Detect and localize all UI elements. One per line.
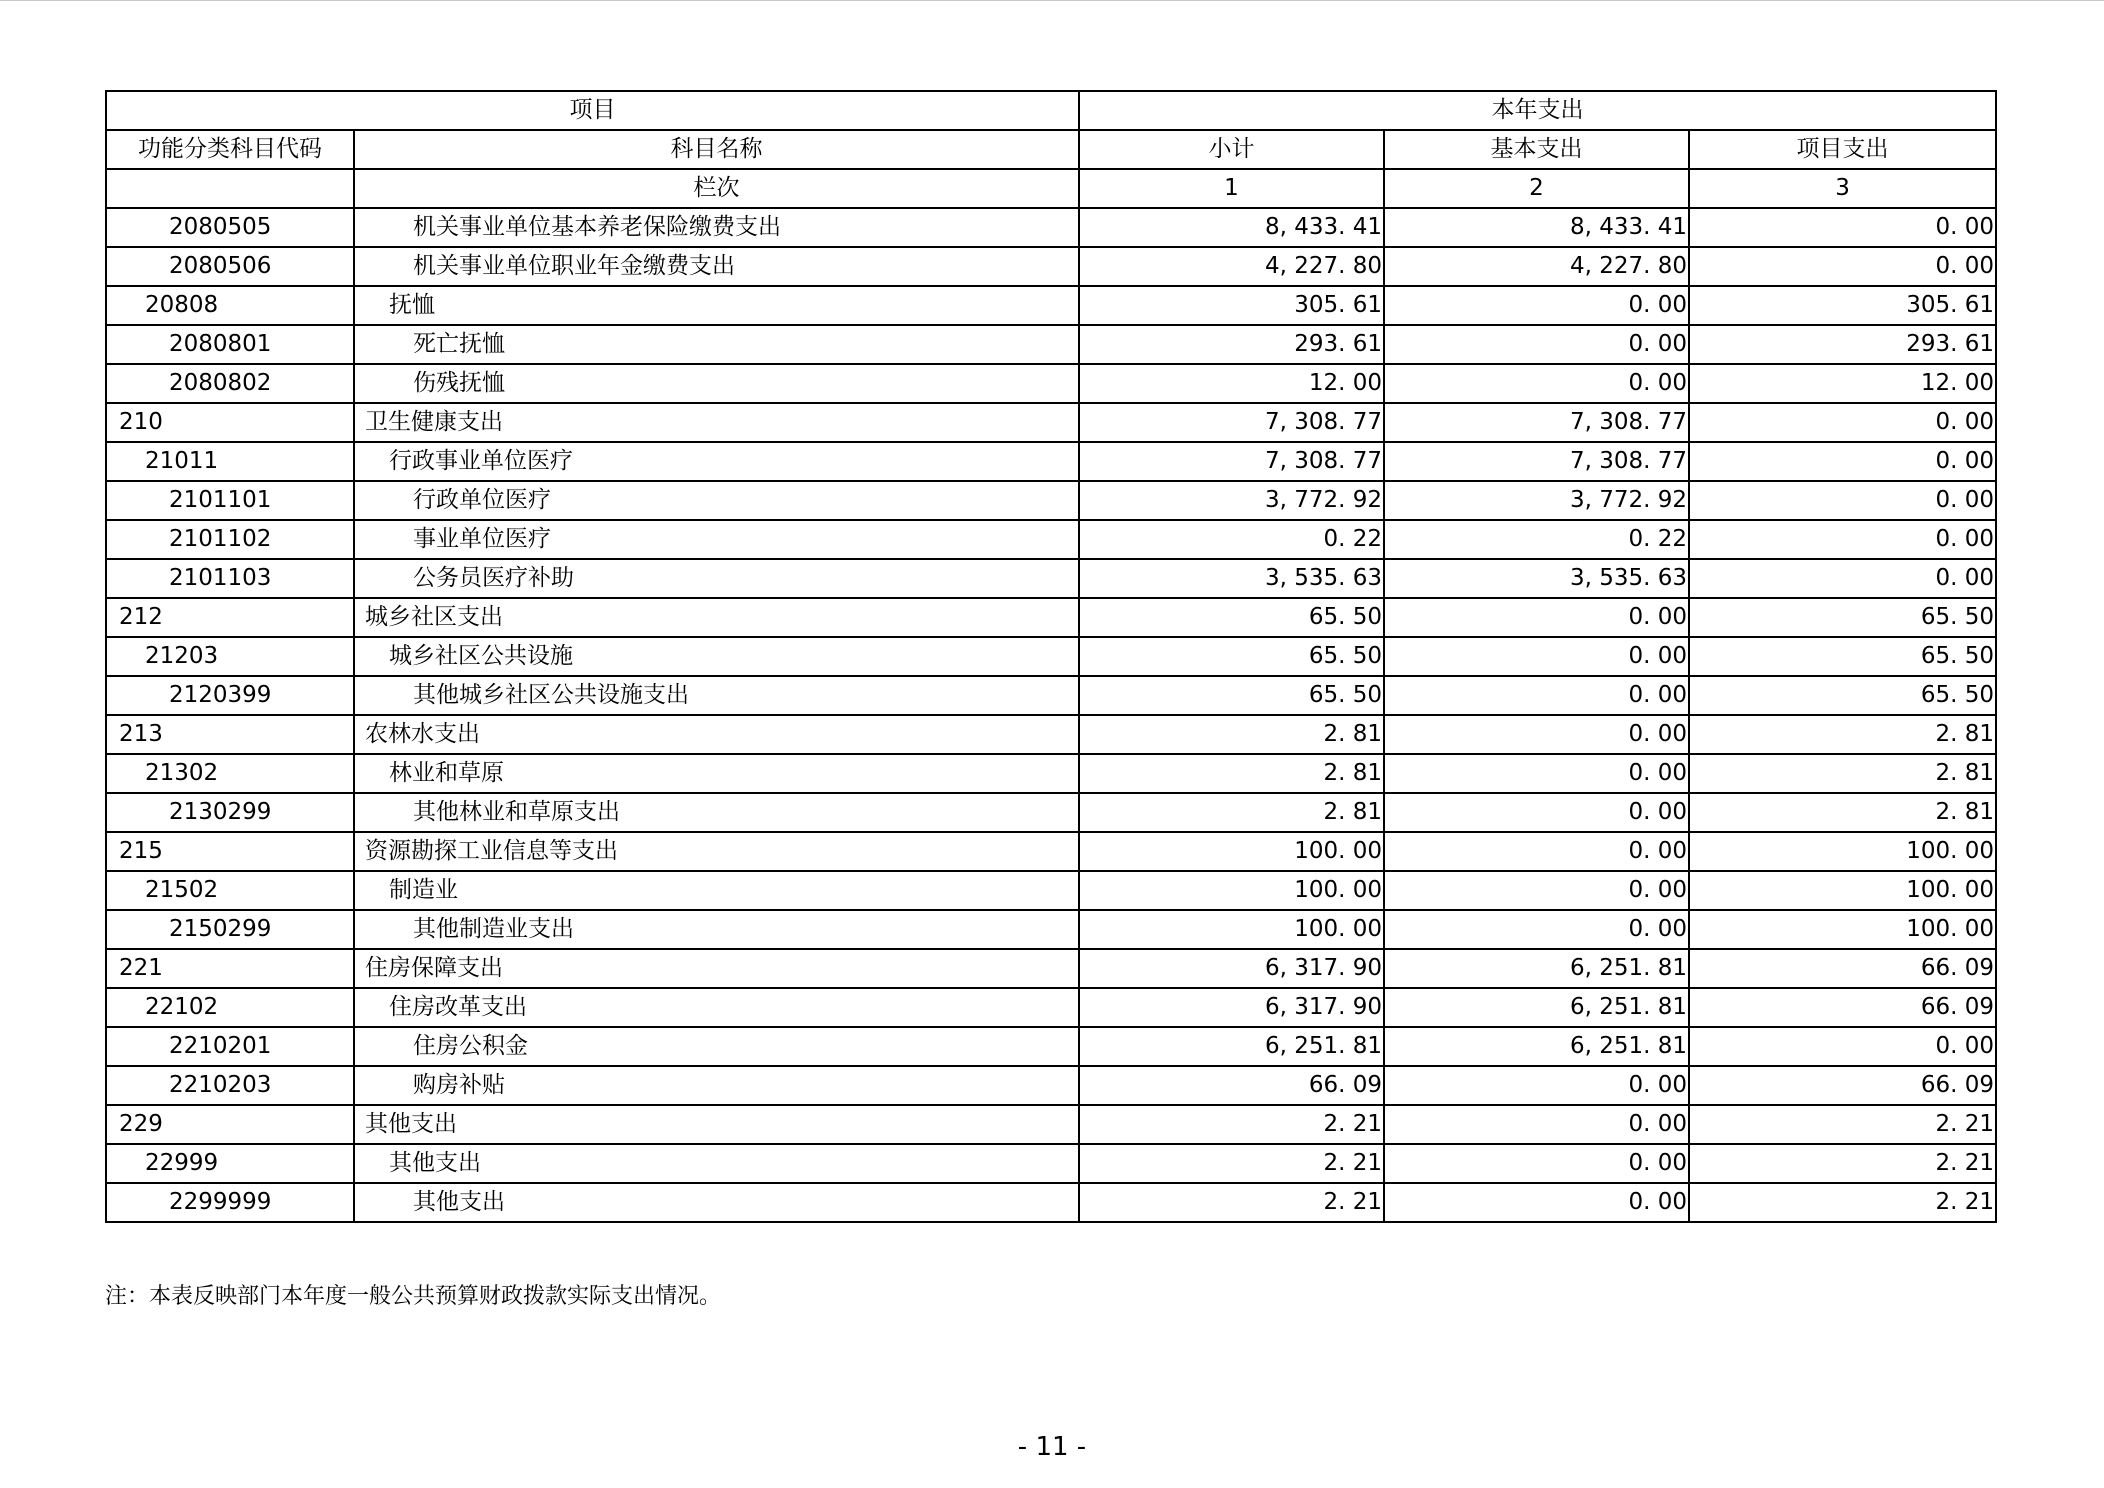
table-row: [106, 403, 1996, 442]
row-subtotal: 65. 50: [1079, 598, 1384, 637]
row-subtotal: 305. 61: [1079, 286, 1384, 325]
row-basic: 0. 22: [1384, 520, 1689, 559]
table-row: [106, 793, 1996, 832]
row-basic: 3, 535. 63: [1384, 559, 1689, 598]
table-row: [106, 676, 1996, 715]
table-row: [106, 481, 1996, 520]
row-basic: 0. 00: [1384, 910, 1689, 949]
row-code: 2210201: [106, 1027, 354, 1066]
table-row: [106, 520, 1996, 559]
row-subtotal: 7, 308. 77: [1079, 403, 1384, 442]
row-name: 其他制造业支出: [354, 910, 1079, 949]
row-name: 住房公积金: [354, 1027, 1079, 1066]
row-subtotal: 6, 317. 90: [1079, 988, 1384, 1027]
row-project: 2. 21: [1689, 1105, 1996, 1144]
row-code: 2101102: [106, 520, 354, 559]
row-project: 66. 09: [1689, 1066, 1996, 1105]
row-basic: 8, 433. 41: [1384, 208, 1689, 247]
row-subtotal: 12. 00: [1079, 364, 1384, 403]
row-basic: 0. 00: [1384, 364, 1689, 403]
row-project: 305. 61: [1689, 286, 1996, 325]
row-name: 农林水支出: [354, 715, 1079, 754]
table-row: [106, 208, 1996, 247]
row-code: 2101103: [106, 559, 354, 598]
header-item: 项目: [106, 91, 1079, 130]
row-basic: 6, 251. 81: [1384, 949, 1689, 988]
row-name: 资源勘探工业信息等支出: [354, 832, 1079, 871]
row-subtotal: 2. 21: [1079, 1183, 1384, 1222]
page-number: - 11 -: [1017, 1432, 1087, 1462]
header-row-1: [106, 91, 1996, 130]
row-subtotal: 2. 81: [1079, 715, 1384, 754]
table-row: [106, 364, 1996, 403]
table-row: [106, 1027, 1996, 1066]
row-project: 66. 09: [1689, 988, 1996, 1027]
row-project: 65. 50: [1689, 637, 1996, 676]
row-code: 20808: [106, 286, 354, 325]
table-row: [106, 832, 1996, 871]
row-basic: 0. 00: [1384, 1066, 1689, 1105]
row-project: 2. 81: [1689, 793, 1996, 832]
table-row: [106, 871, 1996, 910]
row-project: 12. 00: [1689, 364, 1996, 403]
row-basic: 0. 00: [1384, 1105, 1689, 1144]
row-subtotal: 2. 81: [1079, 754, 1384, 793]
table-row: [106, 910, 1996, 949]
row-basic: 6, 251. 81: [1384, 988, 1689, 1027]
row-name: 其他支出: [354, 1183, 1079, 1222]
row-basic: 7, 308. 77: [1384, 442, 1689, 481]
table-note: 注：本表反映部门本年度一般公共预算财政拨款实际支出情况。: [105, 1284, 722, 1309]
row-subtotal: 8, 433. 41: [1079, 208, 1384, 247]
header-code: 功能分类科目代码: [106, 130, 354, 169]
row-project: 2. 21: [1689, 1183, 1996, 1222]
table-row: [106, 754, 1996, 793]
row-subtotal: 0. 22: [1079, 520, 1384, 559]
table-row: [106, 598, 1996, 637]
row-name: 其他城乡社区公共设施支出: [354, 676, 1079, 715]
table-row: [106, 1105, 1996, 1144]
header-blank-cell: [106, 169, 354, 208]
row-subtotal: 293. 61: [1079, 325, 1384, 364]
row-code: 2080505: [106, 208, 354, 247]
row-project: 0. 00: [1689, 559, 1996, 598]
row-code: 2080801: [106, 325, 354, 364]
row-subtotal: 3, 535. 63: [1079, 559, 1384, 598]
row-code: 2080802: [106, 364, 354, 403]
row-basic: 4, 227. 80: [1384, 247, 1689, 286]
row-name: 制造业: [354, 871, 1079, 910]
row-project: 0. 00: [1689, 520, 1996, 559]
row-code: 2080506: [106, 247, 354, 286]
row-basic: 0. 00: [1384, 286, 1689, 325]
row-name: 其他支出: [354, 1144, 1079, 1183]
row-name: 行政事业单位医疗: [354, 442, 1079, 481]
row-name: 抚恤: [354, 286, 1079, 325]
row-basic: 0. 00: [1384, 598, 1689, 637]
row-project: 0. 00: [1689, 1027, 1996, 1066]
row-name: 卫生健康支出: [354, 403, 1079, 442]
header-basic: 基本支出: [1384, 130, 1689, 169]
expense-table: [105, 90, 1997, 1223]
row-subtotal: 100. 00: [1079, 832, 1384, 871]
row-code: 21011: [106, 442, 354, 481]
header-name: 科目名称: [354, 130, 1079, 169]
row-name: 住房改革支出: [354, 988, 1079, 1027]
row-basic: 0. 00: [1384, 832, 1689, 871]
row-project: 0. 00: [1689, 208, 1996, 247]
row-subtotal: 7, 308. 77: [1079, 442, 1384, 481]
row-name: 行政单位医疗: [354, 481, 1079, 520]
page-edge: [0, 0, 2104, 1]
row-code: 229: [106, 1105, 354, 1144]
row-name: 城乡社区公共设施: [354, 637, 1079, 676]
row-name: 住房保障支出: [354, 949, 1079, 988]
row-code: 213: [106, 715, 354, 754]
row-basic: 0. 00: [1384, 754, 1689, 793]
row-basic: 0. 00: [1384, 637, 1689, 676]
row-basic: 0. 00: [1384, 871, 1689, 910]
row-code: 2101101: [106, 481, 354, 520]
row-subtotal: 100. 00: [1079, 910, 1384, 949]
row-name: 购房补贴: [354, 1066, 1079, 1105]
row-project: 0. 00: [1689, 442, 1996, 481]
row-subtotal: 2. 21: [1079, 1144, 1384, 1183]
row-basic: 0. 00: [1384, 676, 1689, 715]
row-code: 2120399: [106, 676, 354, 715]
row-project: 2. 81: [1689, 715, 1996, 754]
row-name: 事业单位医疗: [354, 520, 1079, 559]
table-row: [106, 715, 1996, 754]
row-subtotal: 4, 227. 80: [1079, 247, 1384, 286]
row-basic: 0. 00: [1384, 1183, 1689, 1222]
row-name: 伤残抚恤: [354, 364, 1079, 403]
table-row: [106, 988, 1996, 1027]
row-code: 221: [106, 949, 354, 988]
row-subtotal: 3, 772. 92: [1079, 481, 1384, 520]
row-name: 死亡抚恤: [354, 325, 1079, 364]
row-subtotal: 6, 317. 90: [1079, 949, 1384, 988]
row-subtotal: 65. 50: [1079, 637, 1384, 676]
row-name: 机关事业单位职业年金缴费支出: [354, 247, 1079, 286]
row-project: 0. 00: [1689, 247, 1996, 286]
row-code: 2130299: [106, 793, 354, 832]
row-code: 212: [106, 598, 354, 637]
row-code: 22102: [106, 988, 354, 1027]
table-row: [106, 1144, 1996, 1183]
row-project: 2. 81: [1689, 754, 1996, 793]
row-project: 0. 00: [1689, 403, 1996, 442]
row-basic: 6, 251. 81: [1384, 1027, 1689, 1066]
row-project: 2. 21: [1689, 1144, 1996, 1183]
table-row: [106, 559, 1996, 598]
table-row: [106, 1066, 1996, 1105]
row-project: 100. 00: [1689, 910, 1996, 949]
row-code: 2299999: [106, 1183, 354, 1222]
row-project: 65. 50: [1689, 598, 1996, 637]
row-code: 22999: [106, 1144, 354, 1183]
header-col-1: 1: [1079, 169, 1384, 208]
row-name: 机关事业单位基本养老保险缴费支出: [354, 208, 1079, 247]
table-row: [106, 286, 1996, 325]
header-column-index-label: 栏次: [354, 169, 1079, 208]
header-current-year-expense: 本年支出: [1079, 91, 1996, 130]
row-subtotal: 100. 00: [1079, 871, 1384, 910]
header-subtotal: 小计: [1079, 130, 1384, 169]
row-basic: 0. 00: [1384, 715, 1689, 754]
row-basic: 0. 00: [1384, 793, 1689, 832]
row-code: 215: [106, 832, 354, 871]
table-row: [106, 325, 1996, 364]
row-project: 65. 50: [1689, 676, 1996, 715]
row-subtotal: 6, 251. 81: [1079, 1027, 1384, 1066]
row-basic: 3, 772. 92: [1384, 481, 1689, 520]
row-subtotal: 2. 21: [1079, 1105, 1384, 1144]
row-subtotal: 2. 81: [1079, 793, 1384, 832]
table-row: [106, 442, 1996, 481]
row-code: 2210203: [106, 1066, 354, 1105]
header-col-2: 2: [1384, 169, 1689, 208]
table-row: [106, 247, 1996, 286]
header-col-3: 3: [1689, 169, 1996, 208]
row-project: 0. 00: [1689, 481, 1996, 520]
header-row-3: [106, 169, 1996, 208]
row-name: 公务员医疗补助: [354, 559, 1079, 598]
row-project: 293. 61: [1689, 325, 1996, 364]
header-row-2: [106, 130, 1996, 169]
row-project: 100. 00: [1689, 871, 1996, 910]
table-row: [106, 1183, 1996, 1222]
header-project: 项目支出: [1689, 130, 1996, 169]
row-basic: 0. 00: [1384, 325, 1689, 364]
row-subtotal: 66. 09: [1079, 1066, 1384, 1105]
row-basic: 7, 308. 77: [1384, 403, 1689, 442]
row-code: 21302: [106, 754, 354, 793]
table-row: [106, 637, 1996, 676]
row-project: 66. 09: [1689, 949, 1996, 988]
row-subtotal: 65. 50: [1079, 676, 1384, 715]
row-name: 其他林业和草原支出: [354, 793, 1079, 832]
row-name: 其他支出: [354, 1105, 1079, 1144]
table-body: [106, 208, 1996, 1222]
row-name: 林业和草原: [354, 754, 1079, 793]
row-code: 21203: [106, 637, 354, 676]
row-name: 城乡社区支出: [354, 598, 1079, 637]
row-code: 2150299: [106, 910, 354, 949]
row-code: 21502: [106, 871, 354, 910]
table-row: [106, 949, 1996, 988]
row-code: 210: [106, 403, 354, 442]
row-project: 100. 00: [1689, 832, 1996, 871]
row-basic: 0. 00: [1384, 1144, 1689, 1183]
